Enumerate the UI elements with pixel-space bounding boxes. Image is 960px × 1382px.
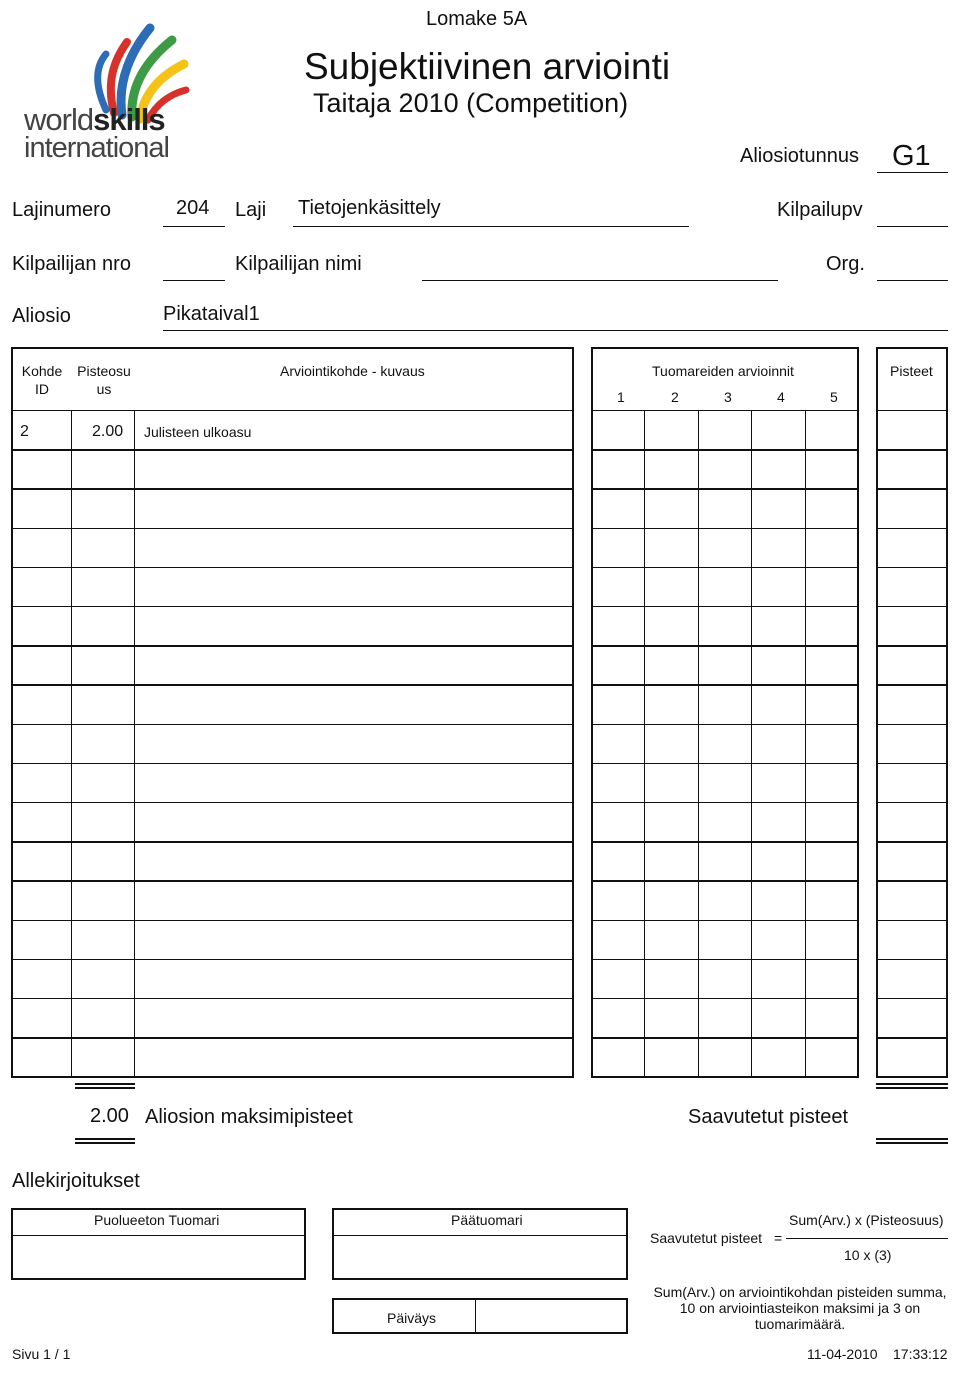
points-row-line: [876, 959, 948, 960]
row-pisteosuus: 2.00: [92, 423, 124, 440]
judges-row-line: [591, 998, 859, 999]
chief-signature-divider: [332, 1235, 628, 1236]
table-row-line: [11, 606, 574, 607]
laji-label: Laji: [235, 199, 267, 221]
table-row-line: [11, 920, 574, 921]
date-box-divider: [475, 1298, 476, 1334]
kilpailupv-line: [877, 226, 948, 227]
judges-row-line: [591, 410, 859, 411]
lajinumero-value: 204: [176, 197, 210, 219]
lajinumero-label: Lajinumero: [12, 199, 111, 221]
table-row-line: [11, 449, 574, 450]
points-row-line: [876, 763, 948, 764]
judges-row-line: [591, 763, 859, 764]
table-row-line: [11, 567, 574, 568]
points-row-line: [876, 920, 948, 921]
col-kohde-id-header: Kohde ID: [21, 363, 63, 397]
formula-numerator: Sum(Arv.) x (Pisteosuus): [789, 1212, 944, 1228]
judges-row-line: [591, 920, 859, 921]
judges-row-line: [591, 684, 859, 685]
kilpailijan-nimi-label: Kilpailijan nimi: [235, 253, 362, 275]
aliosiotunnus-label: Aliosiotunnus: [740, 145, 859, 167]
table-row-line: [11, 488, 574, 489]
form-code: Lomake 5A: [426, 8, 528, 30]
judge-col-divider: [805, 410, 806, 1078]
table-row-line: [11, 959, 574, 960]
logo-skills-text: skills: [93, 102, 165, 137]
row-kohde-id: 2: [20, 423, 29, 440]
col-divider-kohde: [71, 410, 72, 1078]
points-row-line: [876, 998, 948, 999]
points-row-line: [876, 410, 948, 411]
kilpailupv-label: Kilpailupv: [777, 199, 863, 221]
table-row-line: [11, 724, 574, 725]
points-row-line: [876, 488, 948, 489]
points-row-line: [876, 449, 948, 450]
table-row-line: [11, 684, 574, 685]
judge-col-divider: [751, 410, 752, 1078]
table-row-line: [11, 763, 574, 764]
logo-world-text: world: [24, 102, 94, 137]
judge-number-3: 3: [724, 389, 732, 405]
table-row-line: [11, 410, 574, 411]
points-row-line: [876, 684, 948, 685]
row-description: Julisteen ulkoasu: [144, 424, 252, 440]
judges-row-line: [591, 528, 859, 529]
max-points-underline: [75, 1138, 135, 1144]
judges-row-line: [591, 449, 859, 450]
judges-row-line: [591, 724, 859, 725]
judges-table-box: [591, 347, 859, 1078]
footer-time: 17:33:12: [893, 1346, 948, 1362]
achieved-points-field[interactable]: [876, 1138, 948, 1144]
col-kuvaus-header: Arviointikohde - kuvaus: [280, 363, 425, 379]
page-title: Subjektiivinen arviointi: [304, 46, 671, 87]
col-tuomarit-header: Tuomareiden arvioinnit: [652, 363, 794, 379]
judges-row-line: [591, 567, 859, 568]
col-pisteet-header: Pisteet: [890, 363, 933, 379]
aliosio-label: Aliosio: [12, 305, 71, 327]
judge-number-1: 1: [617, 389, 625, 405]
formula-label: Saavutetut pisteet: [650, 1230, 763, 1246]
points-row-line: [876, 880, 948, 881]
logo-international-text: international: [24, 132, 169, 164]
laji-value: Tietojenkäsittely: [298, 197, 441, 219]
points-row-line: [876, 1037, 948, 1038]
signatures-heading: Allekirjoitukset: [12, 1170, 140, 1192]
max-points-label: Aliosion maksimipisteet: [145, 1106, 353, 1128]
col-divider-pisteosuus: [134, 410, 135, 1078]
judges-row-line: [591, 488, 859, 489]
max-total-double-line: [75, 1083, 135, 1089]
criteria-table-box: [11, 347, 574, 1078]
judge-col-divider: [698, 410, 699, 1078]
points-row-line: [876, 724, 948, 725]
aliosio-value: Pikataival1: [163, 303, 260, 325]
formula-fraction-bar: [786, 1238, 948, 1239]
date-box[interactable]: [332, 1298, 628, 1334]
judge-col-divider: [644, 410, 645, 1078]
table-row-line: [11, 880, 574, 881]
table-row-line: [11, 998, 574, 999]
footer-date: 11-04-2010: [807, 1346, 878, 1362]
laji-line: [293, 226, 689, 227]
judges-row-line: [591, 802, 859, 803]
kilpailijan-nimi-line: [422, 280, 778, 281]
judge-number-2: 2: [671, 389, 679, 405]
points-row-line: [876, 567, 948, 568]
date-label: Päiväys: [387, 1310, 437, 1326]
max-points-value: 2.00: [90, 1105, 129, 1127]
col-pisteosuus-header: Pisteosuus: [77, 363, 131, 397]
aliosiotunnus-value: G1: [892, 140, 931, 172]
points-row-line: [876, 841, 948, 842]
points-row-line: [876, 645, 948, 646]
points-row-line: [876, 606, 948, 607]
worldskills-logo: [22, 20, 192, 165]
judges-row-line: [591, 1037, 859, 1038]
table-row-line: [11, 645, 574, 646]
achieved-total-double-line: [876, 1083, 948, 1089]
formula-equals: =: [774, 1230, 783, 1246]
judge-signature-divider: [11, 1235, 306, 1236]
kilpailijan-nro-label: Kilpailijan nro: [12, 253, 131, 275]
judge-number-4: 4: [777, 389, 785, 405]
judges-row-line: [591, 645, 859, 646]
aliosiotunnus-line: [877, 172, 948, 173]
page-subtitle: Taitaja 2010 (Competition): [313, 88, 629, 118]
judge-signature-label: Puolueeton Tuomari: [94, 1212, 220, 1228]
org-label: Org.: [826, 253, 865, 275]
points-table-box: [876, 347, 948, 1078]
judges-row-line: [591, 880, 859, 881]
chief-signature-label: Päätuomari: [451, 1212, 523, 1228]
judges-row-line: [591, 959, 859, 960]
judge-number-5: 5: [830, 389, 838, 405]
judges-row-line: [591, 606, 859, 607]
formula-note: Sum(Arv.) on arviointikohdan pisteiden summa, 10 on arviointiasteikon maksimi ja 3 on tuomarimäärä.: [653, 1284, 947, 1332]
kilpailijan-nro-line: [163, 280, 225, 281]
table-row-line: [11, 841, 574, 842]
achieved-points-label: Saavutetut pisteet: [688, 1106, 849, 1128]
table-row-line: [11, 528, 574, 529]
points-row-line: [876, 528, 948, 529]
judges-row-line: [591, 841, 859, 842]
org-line: [877, 280, 948, 281]
page-number: Sivu 1 / 1: [12, 1346, 71, 1362]
aliosio-line: [163, 330, 948, 331]
points-row-line: [876, 802, 948, 803]
formula-denominator: 10 x (3): [844, 1247, 892, 1263]
table-row-line: [11, 802, 574, 803]
lajinumero-line: [163, 226, 225, 227]
table-row-line: [11, 1037, 574, 1038]
